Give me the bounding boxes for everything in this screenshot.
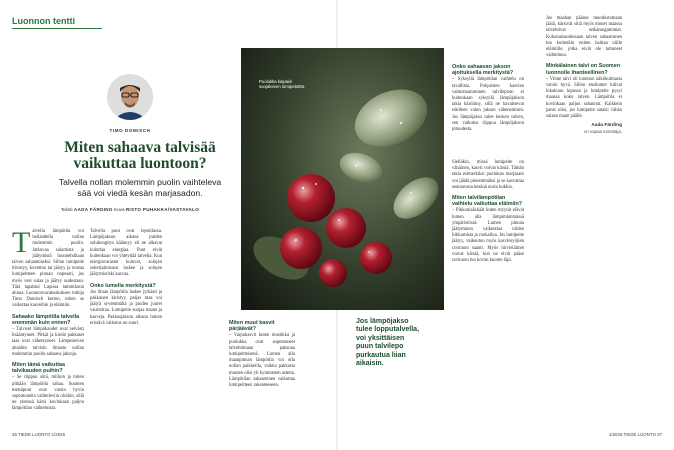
footer-right: 1/2025 TIEDE LUONTO 37 [608, 432, 662, 437]
column-2 [90, 229, 162, 329]
dropcap: T [12, 226, 31, 259]
answer-paragraph: – Pikkunisäkkäät kuten myyrät elävät lumen alla lämpimämmässä ympäristössä. Lumen pinnan jäätyminen vaikeuttaa niiden liikkumista ja ruokailua. Jos lumipeite jäätyy, vaikeutuu myös kasvinsyöjien ravinnon saanti. Myös hirvieläimet voivat kärsiä, kun ne eivät pääse ravinnon luo kovan kuoren läpi. [452, 208, 524, 264]
credits-text-label: Teksti [60, 207, 73, 212]
credits-photo-author: RISTO PUHAKKA/VASTAVALO [125, 207, 200, 212]
photo-caption: Puolukka kaipaisi suojakseen lumipeitettä. [259, 79, 306, 90]
footer-left: 36 TIEDE LUONTO 1/2025 [12, 432, 66, 437]
author-signature-role: on vapaa toimittaja. [583, 129, 622, 135]
answer-paragraph: Jos ilman lämpötila laskee jyrkästi ja pakkanen kiristyy, paljas maa voi jäätyä syvemmältä ja puiden juuret vaurioitua. Lumipeite suojaa maata ja kasveja. Pakkasjakson aikana lumen eristävä vaikutus on suuri. [90, 289, 162, 326]
question-heading: Miten talvilämpötilan vaihtelu vaikuttaa eläimiin? [452, 195, 523, 208]
question-heading: Sahaako lämpötila talvella enemmän kuin ennen? [12, 313, 80, 326]
credits [0, 207, 260, 212]
author-portrait [107, 74, 153, 120]
column-3-pull-area [356, 316, 422, 373]
answer-paragraph: – Talviset lämpökaudet ovat selvästi lisääntyneet. Pitkät ja kireät pakkaset taas ovat vähentyneet. Lämpenevien altaiden talvisin ilmasto nollan molemmin puolin sahaava jaksoja. [12, 327, 84, 357]
answer-paragraph: – Varpukasvit kuten mustikka ja puolukka ovat sopeutuneet talvehtimaan paksuna lumipeitteisenä. Lumen alla maanpinnan lämpötila voi olla nollan paikkeilla, vaikka pakkasta muuten olisi yli kymmenen astetta. Lämpötilan sahaaminen vaikuttaa lumipeitteen rakenteeseen. [229, 333, 295, 389]
interviewee-name: TIMO DOMISCH [109, 128, 151, 133]
answer-paragraph: – Se riippuu siitä, milloin ja miten pitkään lämpötila sahaa. Suomen metsäpuut ovat varsin hyvin sopeutuneita vaihteleviin oloihin, sillä ne yleensä kärsi kovinkaan paljon lämpötilan vaihteluista. [12, 375, 84, 412]
column-6 [546, 16, 622, 136]
author-signature-name: Aada Färding [591, 123, 622, 129]
question-heading: Miten muut kasvit pärjäävät? [229, 320, 275, 333]
column-3 [229, 316, 295, 391]
question-heading: Miten tämä vaikuttaa talvikauden puihin? [12, 362, 66, 375]
deck: Talvella nollan molemmin puolin vaihteleva sää voi viedä kesän marjasadon. [58, 177, 222, 198]
answer-paragraph: – Syksyllä lämpötilan vaihtelu on tavallista. Pohjoisten kasvien valmistautuminen talvilepoon ei kuitenkaan syksyllä lämpöjakson takia häiriinny, sillä ne havaitsevat edelleen valon jakson vähenemisen. Jos lämpöjakso tulee kesken talven, sen vaikutus riippuu lämpöjakson pituudesta. [452, 77, 524, 133]
credits-photo-label: Kuva [114, 207, 125, 212]
section-label: Luonnon tentti [12, 16, 75, 26]
credits-text-author: AADA FÄRDING [73, 207, 113, 212]
question-heading: Onko lumella merkitystä? [90, 282, 156, 289]
intro-paragraph [12, 226, 84, 310]
question-heading: Minkälainen talvi on Suomen luonnolle ihanteellinen? [546, 63, 620, 76]
body-paragraph: Sielläkin, missä lumipeite on vähäinen, kasvit voivat kärsiä. Tämän takia esimerkiksi puolukan marjasato voi jäädä pienemmäksi ja se kasvattaa seuraavana kesänä uusia kukkia. [452, 160, 524, 190]
column-5 [452, 160, 524, 266]
question-heading: Onko sahaavan jakson ajoituksella merkitystä? [452, 64, 514, 77]
body-paragraph: Jos maahan pääsee muodostumaan jäätä, kärsivät siitä myös monet maassa talvehtivat selkärangattomat. Kokonaisuudessaan talven sahaaminen tuo kuitenkin eniten haittaa niille eläimille, jotka eivät ole tottuneet vaihteluun. [546, 16, 622, 59]
column-1 [12, 226, 84, 415]
answer-paragraph: – Viime talvi oli luonnon näkökulmasta varsin hyvä. Sillon ensilumet tulivat lokakuun lopussa ja lumipeite pysyi maassa koko talven. Lämpötila ei kovinkaan paljon sahannut. Kaikkein paras olisi, jos lumipeite sataisi vähän sulaan maan päälle. [546, 76, 622, 120]
body-paragraph: Talvella puut ovat lepotilassa. Lämpöjakson aikana puiden solukongitys käännyy eli ne alkavat kuluttaa energiaa. Puut eivät kuitenkaan voi yhteyttää talvella. Kun energiavarastot kuluvat, solujen sokeripitoisuus laskee ja solujen jäätymisriski kasvaa. [90, 229, 162, 278]
column-4 [452, 60, 524, 135]
headline: Miten sahaava talvisää vaikuttaa luontoon? [64, 139, 216, 172]
intro-text: alvella lämpötila voi heilahdella nollan molemmin puolin. Jatkuvaa sulamista ja jäätymistä luonnehditaan talven sahaamiseksi. Sillon lumipeite tiivistyy, kovettuu tai jäätyy ja nostaa lumipeitteen pinnan nopeasti, jos myös vesi sulaa ja jäätyy uudestaan. Tätä tapahtui Lapissa tammikuun alussa. Luonnonvarakeskuksen tutkija Timo Domisch kertoo, miten se vaikuttaa kasveihin ja eläimiin. [12, 229, 84, 309]
pull-quote: Jos lämpöjakso tulee lopputalvella, voi yksittäisen puun talvilepo purkautua liian aikaisin. [356, 318, 420, 368]
section-rule [12, 28, 102, 29]
